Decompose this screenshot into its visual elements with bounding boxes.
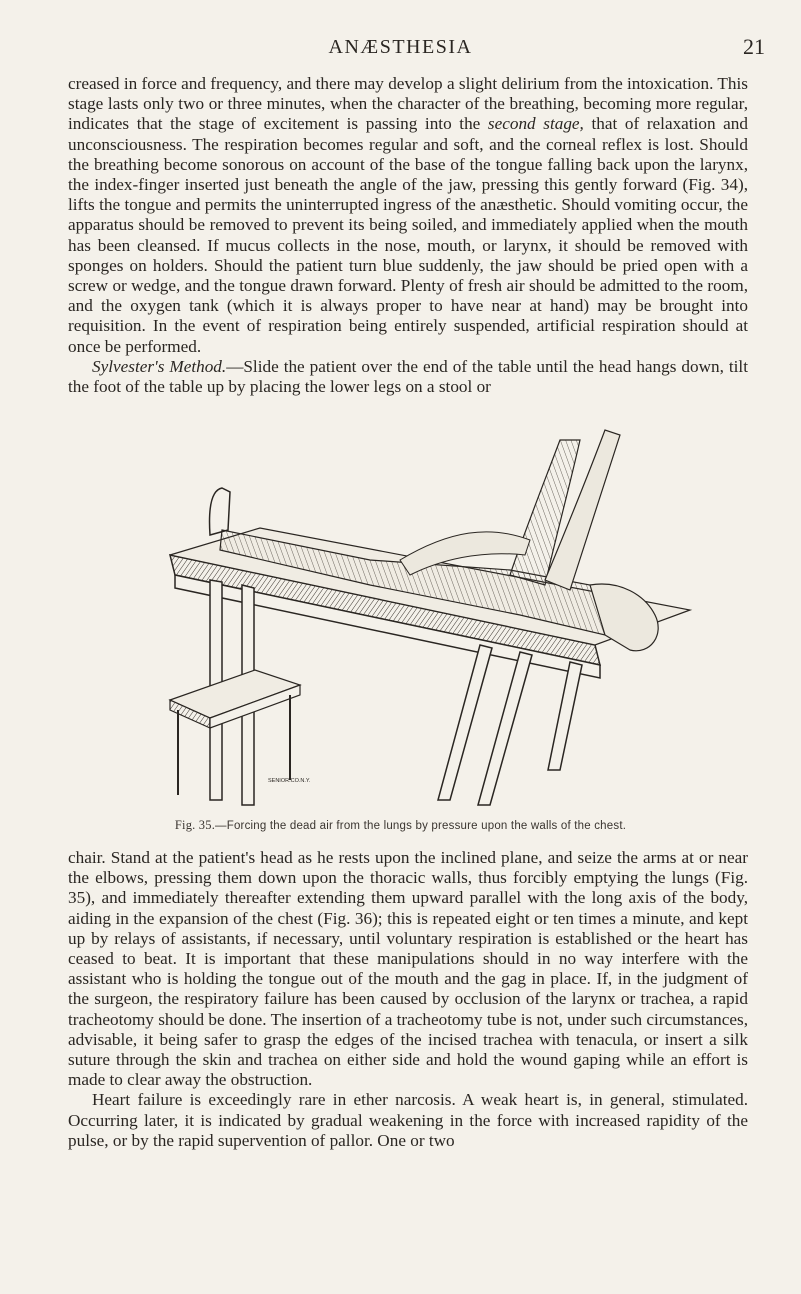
caption-text: —Forcing the dead air from the lungs by pressure upon the walls of the chest. [215,820,627,832]
italic-heading: Sylvester's Method. [92,356,227,376]
paragraph [68,357,748,397]
text-run: that of relaxation and unconsciousness. The respiration becomes regular and soft, and the corneal reflex is lost. Should the breathing become sonorous on account of the base of the tongue falling back upon the larynx, the index-finger inserted just beneath the angle of the jaw, pressing this gently forward (Fig. 34), lifts the tongue and permits the uninterrupted ingress of the anæsthetic. Should vomiting occur, the apparatus should be removed to prevent its being soiled, and immediately applied when the mouth has been cleansed. If mucus collects in the nose, mouth, or larynx, it should be removed with sponges on holders. Should the patient turn blue suddenly, the jaw should be pried open with a screw or wedge, and the tongue drawn forward. Plenty of fresh air should be admitted to the room, and the oxygen tank (which it is always proper to have near at hand) may be brought into requisition. In the event of respiration being entirely suspended, artificial respiration should at once be performed. [68,114,748,356]
paragraph: chair. Stand at the patient's head as he rests upon the inclined plane, and seize the arms at or near the elbows, pressing them down upon the thoracic walls, thus forcibly emptying the lungs (Fig. 35), and immediately thereafter extending them upward parallel with the long axis of the body, aiding in the expansion of the chest (Fig. 36); this is repeated eight or ten times a minute, and kept up by relays of assistants, if necessary, until voluntary respiration is established or the heart has ceased to beat. It is important that these manipulations should in no way interfere with the assistant who is holding the tongue out of the mouth and the gag in place. If, in the judgment of the surgeon, the respiratory failure has been caused by occlusion of the larynx or trachea, a rapid tracheotomy should be done. The insertion of a tracheotomy tube is not, under such circumstances, advisable, it being safer to grasp the edges of the incised trachea with tenacula, or insert a silk suture through the skin and trachea on either side and hold the wound gaping while an effort is made to clear away the obstruction. [68,848,748,1090]
stool [170,670,300,795]
text-run: —Slide the patient over the end of the table until the head hangs down, tilt the foot of the table up by placing the lower legs on a stool or [68,356,748,397]
running-title: ANÆSTHESIA [328,36,473,58]
figure-caption [0,818,801,833]
running-head [0,36,801,62]
text-block-bottom [68,848,748,1151]
text-run: creased in force and frequency, and there may develop a slight delirium from the intoxication. This stage lasts only two or three minutes, when the character of the breathing, becoming more regular, indicates that the stage of excitement is passing into the [68,74,748,134]
italic-term: second stage, [487,114,584,134]
paragraph: Heart failure is exceedingly rare in ether narcosis. A weak heart is, in general, stimulated. Occurring later, it is indicated by gradual weakening in the force with increased rapidity of the pulse, or by the rapid supervention of pallor. One or two [68,1090,748,1150]
page-number: 21 [743,34,765,59]
paragraph [68,74,748,357]
text-block-top [68,74,748,397]
figure-label: Fig. 35. [174,818,216,832]
figure-illustration [150,410,730,830]
operating-table-illustration [150,410,730,830]
engraver-mark: SENIOR.CO.N.Y. [268,778,311,784]
